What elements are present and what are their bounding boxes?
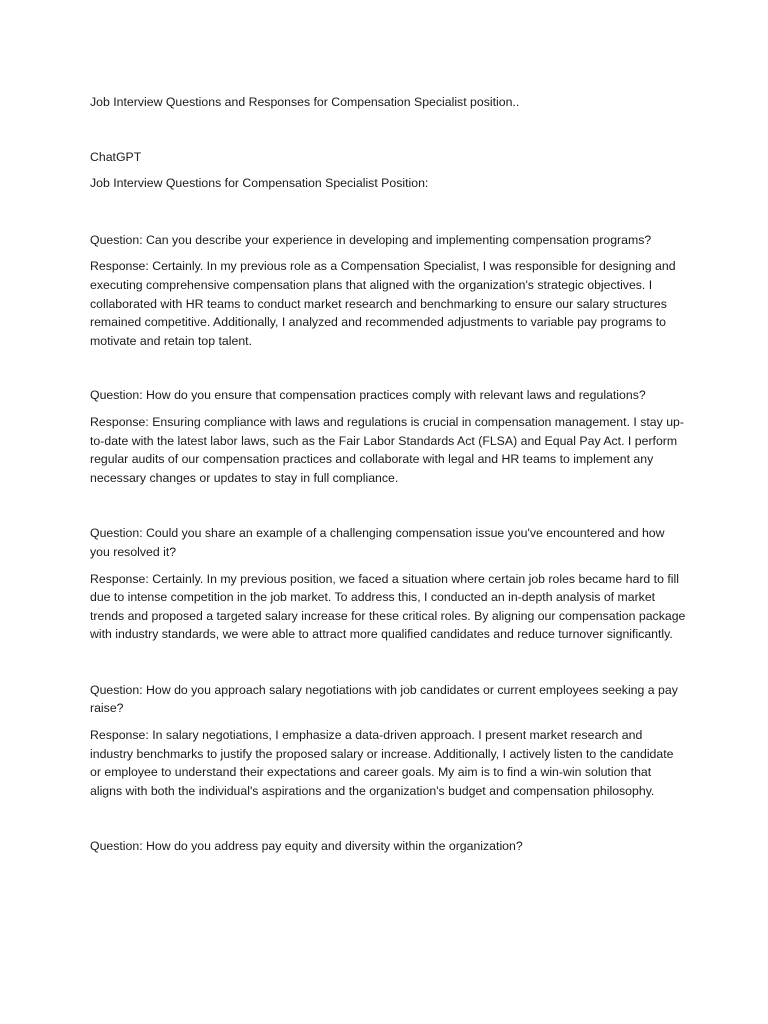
document-body [90, 93, 686, 856]
author-label: ChatGPT [90, 149, 142, 164]
qa-item [90, 837, 686, 856]
document-title: Job Interview Questions and Responses for Compensation Specialist position.. [90, 95, 520, 109]
qa-item [90, 386, 686, 487]
question-text: Question: Could you share an example of a challenging compensation issue you've encountered and how you resolved it? [90, 526, 665, 559]
question-text: Question: How do you address pay equity and diversity within the organization? [90, 839, 523, 854]
question-text: Question: Can you describe your experience in developing and implementing compensation programs? [90, 232, 652, 247]
question-text: Question: How do you ensure that compensation practices comply with relevant laws and regulations? [90, 388, 646, 403]
response-text: Response: Certainly. In my previous role as a Compensation Specialist, I was responsible for designing and executing comprehensive compensation plans that aligned with the organization's strategic objectives. I collaborated with HR teams to conduct market research and benchmarking to ensure our salary structures remained competitive. Additionally, I analyzed and recommended adjustments to variable pay programs to motivate and retain top talent. [90, 259, 676, 348]
response-text: Response: In salary negotiations, I emphasize a data-driven approach. I present market research and industry benchmarks to justify the proposed salary or increase. Additionally, I actively listen to the candidate or employee to understand their expectations and career goals. My aim is to find a win-win solution that aligns with both the individual's aspirations and the organization's budget and compensation philosophy. [90, 728, 674, 798]
qa-item [90, 681, 686, 801]
qa-item [90, 231, 686, 351]
response-text: Response: Certainly. In my previous position, we faced a situation where certain job roles became hard to fill due to intense competition in the job market. To address this, I conducted an in-depth analysis of market trends and proposed a targeted salary increase for these critical roles. By aligning our compensation package with industry standards, we were able to attract more qualified candidates and reduce turnover significantly. [90, 571, 686, 642]
response-text: Response: Ensuring compliance with laws and regulations is crucial in compensation management. I stay up-to-date with the latest labor laws, such as the Fair Labor Standards Act (FLSA) and Equal Pay Act. I perform regular audits of our compensation practices and collaborate with legal and HR teams to implement any necessary changes or updates to stay in full compliance. [90, 414, 684, 485]
qa-item [90, 524, 686, 644]
question-text: Question: How do you approach salary negotiations with job candidates or current employees seeking a pay raise? [90, 682, 678, 716]
document-subtitle: Job Interview Questions for Compensation Specialist Position: [90, 176, 429, 191]
